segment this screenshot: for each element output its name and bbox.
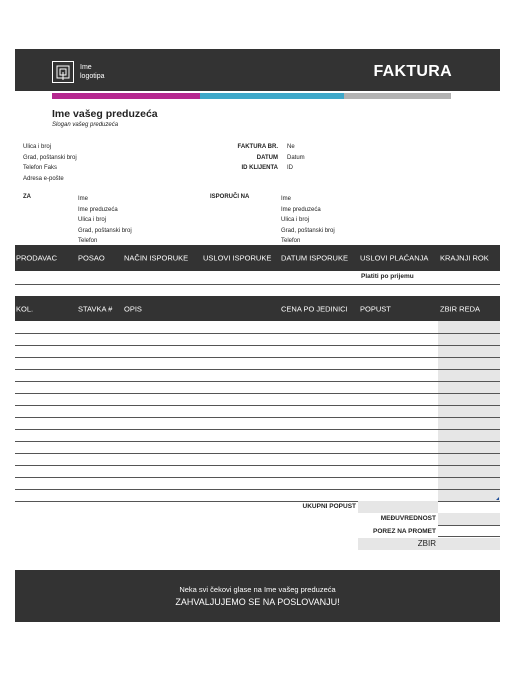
invoice-meta-labels — [190, 142, 278, 174]
logo-line-2: logotipa — [80, 73, 105, 80]
ship-to-company: Ime preduzeća — [281, 206, 321, 213]
footer-prefix: Neka svi čekovi glase na — [179, 585, 262, 594]
table-resize-handle-icon[interactable] — [496, 497, 499, 500]
client-id-label: ID KLIJENTA — [241, 165, 278, 171]
table-row[interactable] — [15, 417, 500, 418]
stripe-blue — [200, 93, 344, 99]
table-row[interactable] — [15, 357, 500, 358]
total-discount-label: UKUPNI POPUST — [302, 503, 356, 510]
invoice-date-label: DATUM — [256, 154, 278, 161]
sender-address[interactable] — [23, 142, 77, 184]
table-row[interactable] — [15, 477, 500, 478]
client-id-value[interactable]: ID — [287, 165, 293, 171]
bill-to-street: Ulica i broj — [78, 217, 107, 223]
footer-line-1 — [15, 585, 500, 594]
terms-header-bar — [15, 245, 500, 271]
table-row[interactable] — [15, 333, 500, 334]
table-row[interactable] — [15, 489, 500, 490]
col-delivery-date: DATUM ISPORUKE — [281, 253, 348, 263]
logo-placeholder-icon[interactable] — [52, 61, 74, 83]
sender-street: Ulica i broj — [23, 144, 52, 150]
col-discount: POPUST — [360, 304, 391, 313]
invoice-meta-values[interactable] — [287, 142, 305, 174]
subtotal-cell[interactable] — [438, 513, 500, 525]
col-shipping-terms: USLOVI ISPORUKE — [203, 253, 272, 263]
sales-tax-label: POREZ NA PROMET — [373, 528, 436, 535]
sender-city: Grad, poštanski broj — [23, 154, 77, 161]
col-quantity: KOL. — [16, 304, 34, 313]
col-description: OPIS — [124, 304, 142, 313]
table-row[interactable] — [15, 465, 500, 466]
col-salesperson: PRODAVAC — [16, 253, 57, 263]
ship-to-phone: Telefon — [281, 238, 301, 244]
bill-to-city: Grad, poštanski broj — [78, 227, 132, 234]
table-row[interactable] — [15, 393, 500, 394]
sender-email: Adresa e-pošte — [23, 175, 64, 182]
stripe-magenta — [52, 93, 200, 99]
table-row[interactable] — [15, 369, 500, 370]
col-line-total: ZBIR REDA — [440, 304, 481, 313]
stripe-gray — [344, 93, 451, 99]
bill-to-label: ZA — [23, 194, 31, 200]
table-row[interactable] — [15, 405, 500, 406]
line-total-column-shade — [438, 321, 500, 501]
terms-row-bottom — [15, 284, 500, 285]
footer-company[interactable]: Ime vašeg preduzeća — [263, 585, 336, 594]
table-row[interactable] — [15, 345, 500, 346]
table-row[interactable] — [15, 453, 500, 454]
company-slogan[interactable]: Slogan vašeg preduzeća — [52, 122, 119, 128]
sales-tax-cell[interactable] — [438, 525, 500, 537]
logo-name — [80, 63, 105, 81]
invoice-title: FAKTURA — [373, 63, 452, 80]
bill-to-address[interactable] — [78, 194, 132, 247]
invoice-footer — [15, 570, 500, 622]
ship-to-address[interactable] — [281, 194, 335, 247]
col-job: POSAO — [78, 253, 105, 263]
table-row[interactable] — [15, 429, 500, 430]
bill-to-name: Ime — [78, 196, 89, 202]
subtotal-label: MEĐUVREDNOST — [380, 515, 436, 522]
company-name[interactable]: Ime vašeg preduzeća — [52, 108, 158, 120]
ship-to-name: Ime — [281, 196, 292, 202]
sender-phone-fax: Telefon Faks — [23, 165, 58, 171]
payment-terms-value[interactable]: Platiti po prijemu — [361, 273, 414, 280]
ship-to-street: Ulica i broj — [281, 217, 310, 223]
total-cell[interactable] — [438, 538, 500, 550]
col-unit-price: CENA PO JEDINICI — [281, 304, 348, 313]
bill-to-phone: Telefon — [78, 238, 98, 244]
items-header-bar — [15, 296, 500, 321]
col-due-date: KRAJNJI ROK — [440, 253, 489, 263]
bill-to-company: Ime preduzeća — [78, 206, 118, 213]
table-row[interactable] — [15, 441, 500, 442]
ship-to-city: Grad, poštanski broj — [281, 227, 335, 234]
total-discount-cell[interactable] — [358, 501, 438, 513]
col-shipping-method: NAČIN ISPORUKE — [124, 253, 189, 263]
table-row[interactable] — [15, 381, 500, 382]
col-item-number: STAVKA # — [78, 304, 113, 313]
footer-thanks: ZAHVALJUJEMO SE NA POSLOVANJU! — [175, 597, 340, 607]
ship-to-label: ISPORUČI NA — [210, 194, 250, 200]
invoice-date-value[interactable]: Datum — [287, 154, 305, 161]
total-label: ZBIR — [417, 539, 436, 548]
col-payment-terms: USLOVI PLAĆANJA — [360, 253, 429, 263]
invoice-number-value[interactable]: Ne — [287, 144, 295, 150]
logo-line-1: Ime — [80, 64, 92, 71]
invoice-number-label: FAKTURA BR. — [237, 144, 278, 150]
